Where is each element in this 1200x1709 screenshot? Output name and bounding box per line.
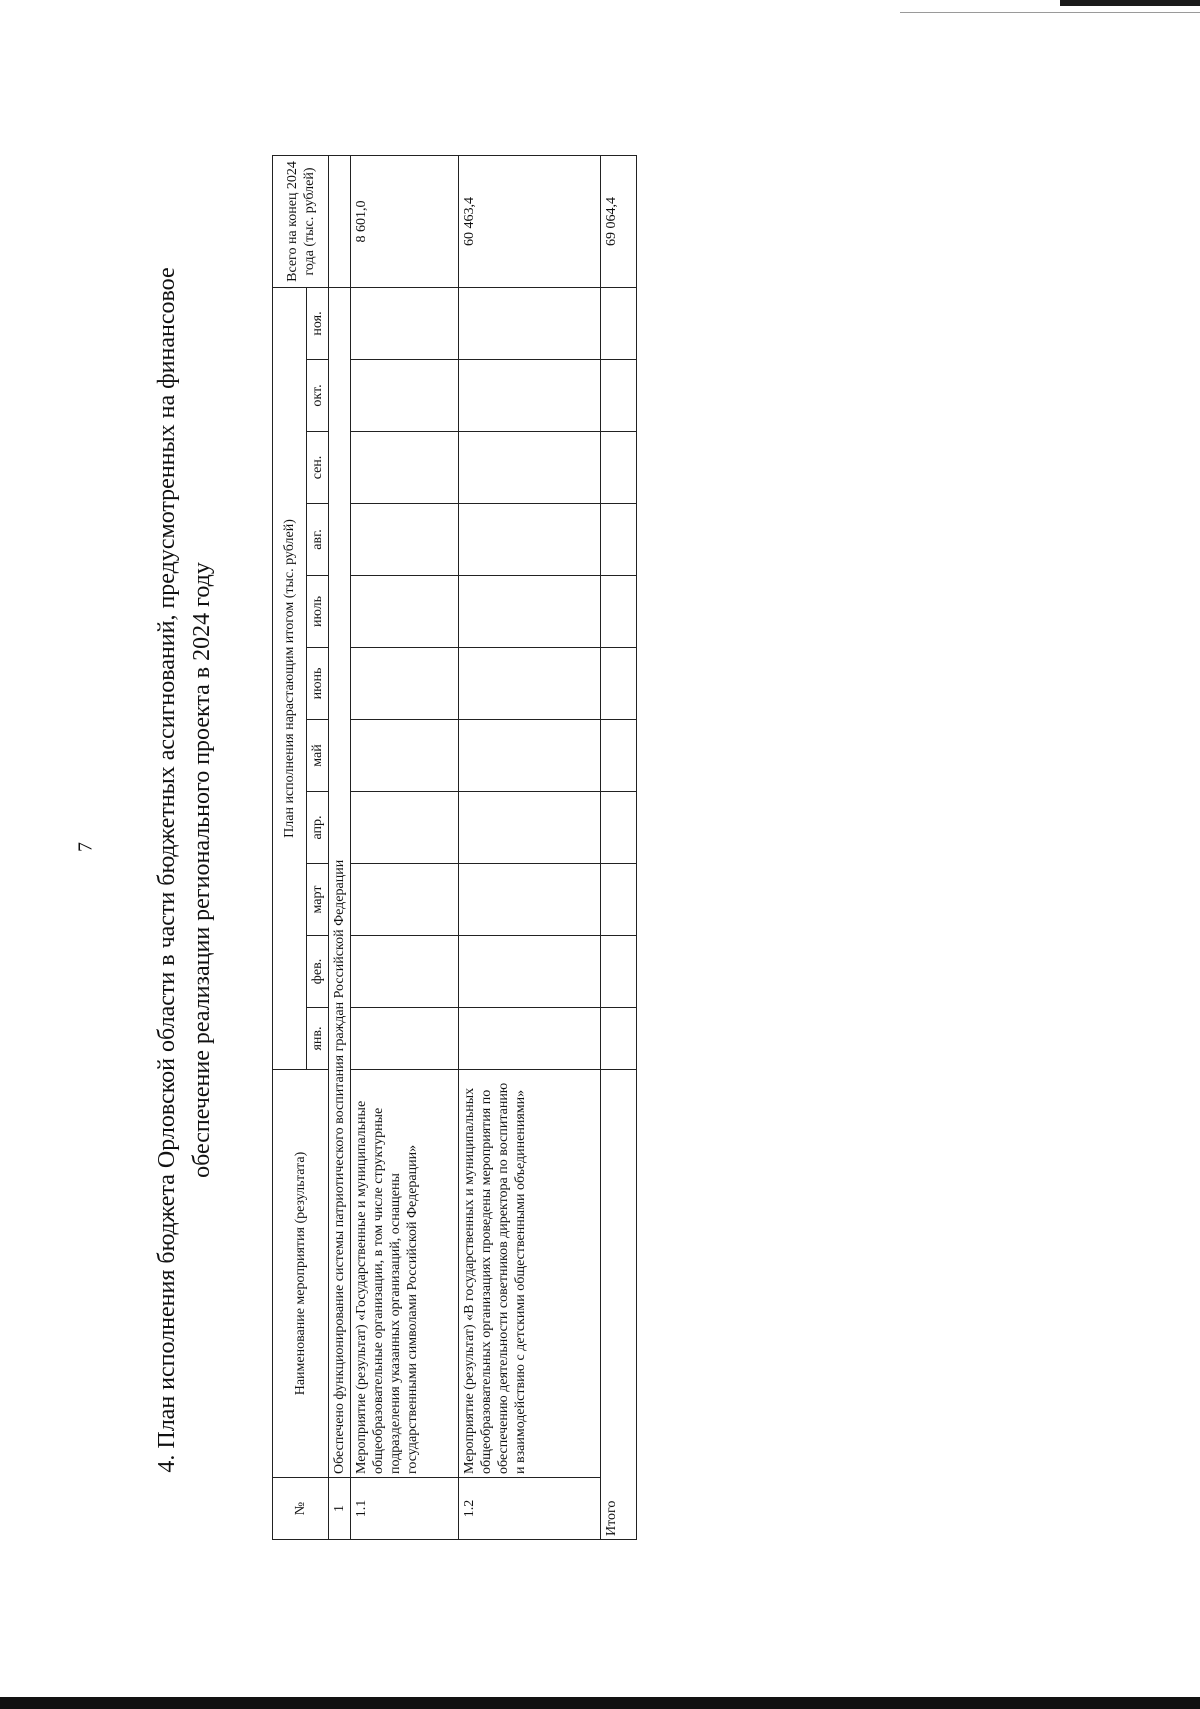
table-row [351,155,459,1539]
month-header: июль [307,576,329,648]
empty-cell [459,576,601,648]
empty-cell [351,648,459,720]
empty-cell [351,504,459,576]
empty-cell [601,504,637,576]
empty-cell [351,864,459,936]
month-header: фев. [307,936,329,1008]
document-title-line2: обеспечение реализации регионального проекта в 2024 году [189,562,215,1178]
month-header: ноя. [307,287,329,359]
empty-cell [601,576,637,648]
document-title [150,120,220,1620]
month-header: июнь [307,648,329,720]
header-plan: План исполнения нарастающим итогом (тыс. рублей) [273,287,307,1069]
month-header: авг. [307,504,329,576]
empty-cell [459,648,601,720]
header-row [273,155,307,1539]
summary-label: Итого [601,1070,637,1540]
empty-cell [601,720,637,792]
empty-cell [351,936,459,1008]
section-title: Обеспечено функционирование системы патриотического воспитания граждан Российской Федерации [329,287,351,1477]
empty-cell [601,792,637,864]
empty-cell [351,1008,459,1070]
month-header: март [307,864,329,936]
scan-edge-top [1060,0,1200,6]
summary-row [601,155,637,1539]
scan-edge-bottom [0,1697,1200,1709]
empty-cell [459,792,601,864]
empty-cell [601,864,637,936]
empty-cell [351,287,459,359]
empty-cell [459,287,601,359]
empty-cell [459,936,601,1008]
month-header: май [307,720,329,792]
empty-cell [351,720,459,792]
section-row [329,155,351,1539]
summary-total: 69 064,4 [601,155,637,287]
empty-cell [601,360,637,432]
row-total: 60 463,4 [459,155,601,287]
empty-cell [459,504,601,576]
empty-cell [601,648,637,720]
empty-cell [601,1008,637,1070]
header-name: Наименование мероприятия (результата) [273,1070,329,1478]
row-name: Мероприятие (результат) «В государственных и муниципальных общеобразовательных организациях проведены мероприятия по обеспечению деятельности советников директора по воспитанию и взаимодействию с детскими общественными объединениями» [459,1070,601,1478]
empty-cell [351,792,459,864]
month-header: апр. [307,792,329,864]
empty-cell [351,576,459,648]
rotated-page-content [150,120,660,1620]
budget-plan-table [272,155,637,1540]
table-row [459,155,601,1539]
row-total: 8 601,0 [351,155,459,287]
month-header: окт. [307,360,329,432]
row-name: Мероприятие (результат) «Государственные и муниципальные общеобразовательные организации, в том числе структурные подразделения указанных организаций, оснащены государственными символами Российской Федерации» [351,1070,459,1478]
empty-cell [459,432,601,504]
empty-cell [329,155,351,287]
page-number: 7 [74,842,97,852]
empty-cell [459,1008,601,1070]
row-num: 1.1 [351,1478,459,1540]
row-num: 1.2 [459,1478,601,1540]
empty-cell [351,432,459,504]
header-total: Всего на конец 2024 года (тыс. рублей) [273,155,329,287]
scan-line-top [900,12,1200,13]
month-header: сен. [307,432,329,504]
empty-cell [459,360,601,432]
month-header: янв. [307,1008,329,1070]
empty-cell [459,720,601,792]
section-num: 1 [329,1478,351,1540]
empty-cell [601,287,637,359]
empty-cell [351,360,459,432]
empty-cell [459,864,601,936]
document-title-line1: 4. План исполнения бюджета Орловской области в части бюджетных ассигнований, предусмотренных на финансовое [154,267,180,1473]
header-num: № [273,1478,329,1540]
empty-cell [601,432,637,504]
empty-cell [601,936,637,1008]
